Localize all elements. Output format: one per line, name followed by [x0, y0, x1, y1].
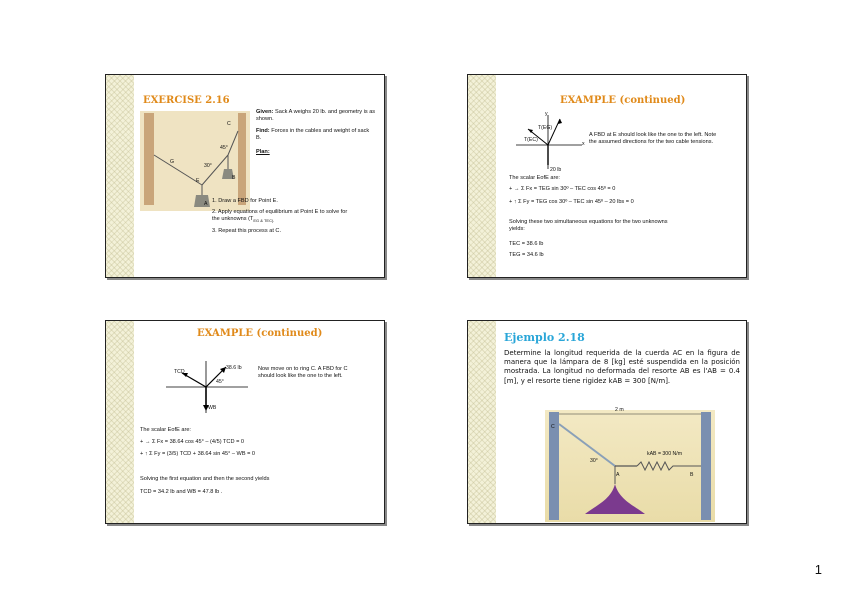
find-text: Forces in the cables and weight of sack B.: [256, 128, 370, 142]
slide-title: EXAMPLE (continued): [560, 95, 686, 106]
step-2-text: 2. Apply equations of equilibrium at Point E to solve for the unknowns (T: [212, 209, 348, 223]
result-tec: TEC = 38.6 lb: [509, 241, 544, 247]
slide-example-continued-2: [105, 320, 385, 524]
find-label: Find:: [256, 128, 270, 134]
solve-note: Solving these two simultaneous equations for the two unknowns yields:: [509, 219, 668, 233]
slide-example-continued-1: [467, 74, 747, 278]
lamp-label-c: C: [551, 424, 555, 430]
lamp-dim-label: 2 m: [615, 407, 624, 413]
move-note: Now move on to ring C. A FBD for C should look like the one to the left.: [258, 366, 348, 380]
step-2: [212, 209, 352, 225]
plan-row: [256, 149, 270, 156]
fig-label-a: A: [204, 201, 208, 207]
fig-label-g: G: [170, 159, 175, 165]
fbd-label-force: 38.6 lb: [226, 365, 242, 371]
step-1: 1. Draw a FBD for Point E.: [212, 198, 278, 204]
fbd-label-tec: T(EC): [524, 137, 538, 143]
step-2-end: EC).: [266, 218, 275, 224]
fbd-label-teg: T(EG): [538, 125, 553, 131]
slide-stripe: [106, 321, 134, 523]
result-teg: TEG = 34.6 lb: [509, 252, 544, 258]
lamp-label-b: B: [690, 472, 694, 478]
step-3: 3. Repeat this process at C.: [212, 228, 282, 234]
lamp-k-label: kAB = 300 N/m: [647, 451, 683, 457]
given-row: [256, 109, 376, 124]
scalar-title: The scalar EofE are:: [140, 427, 191, 433]
given-text: Sack A weighs 20 lb. and geometry is as shown.: [256, 109, 376, 123]
slide-exercise-2-16: [105, 74, 385, 278]
equation-fy: + ↑ Σ Fy = TEG cos 30º – TEC sin 45º – 20 lbs = 0: [509, 199, 634, 205]
fbd-label-y: y: [545, 111, 548, 117]
slide-stripe: [106, 75, 134, 277]
fig-label-e: E: [196, 178, 200, 184]
slide-stripe: [468, 321, 496, 523]
step-2-sub: EG & T: [253, 218, 267, 224]
fig-angle-45: 45°: [220, 145, 228, 151]
equation-fy: + ↑ Σ Fy = (3/5) TCD + 38.64 sin 45° – WB = 0: [140, 451, 256, 457]
lamp-label-a: A: [616, 472, 620, 478]
fbd-label-45: 45°: [216, 379, 224, 385]
slide-stripe: [468, 75, 496, 277]
given-label: Given:: [256, 109, 274, 115]
fbd-label-weight: 20 lb: [550, 167, 562, 173]
fig-label-c: C: [227, 121, 231, 127]
page-number: 1: [814, 562, 822, 577]
equation-fx: + → Σ Fx = 38.64 cos 45° – (4/5) TCD = 0: [140, 439, 244, 445]
scalar-title: The scalar EofE are:: [509, 175, 560, 181]
fig-label-b: B: [232, 175, 236, 181]
plan-label: Plan:: [256, 149, 270, 155]
fbd-label-tcd: TCD: [174, 369, 185, 375]
fbd-label-x: x: [582, 141, 585, 147]
result: TCD = 34.2 lb and WB = 47.8 lb .: [140, 489, 223, 495]
slide-title: Ejemplo 2.18: [504, 331, 585, 344]
slide-title: EXERCISE 2.16: [143, 95, 230, 106]
solve-note: Solving the first equation and then the second yields: [140, 476, 270, 482]
problem-statement: Determine la longitud requerida de la cuerda AC en la figura de manera que la lámpara de 8 [kg] esté suspendida en la posición mostrada. La longitud no deformada del resorte AB es l'AB = 0.4 [m], y el resorte tiene rigidez kAB = 300 [N/m].: [504, 349, 740, 385]
fbd-label-wb: WB: [208, 405, 217, 411]
fig-angle-30: 30°: [204, 163, 212, 169]
cable-figure: [140, 111, 250, 211]
lamp-figure: [545, 410, 715, 522]
find-row: [256, 128, 376, 143]
lamp-angle-label: 30°: [590, 458, 598, 464]
slide-title: EXAMPLE (continued): [197, 328, 323, 339]
equation-fx: + → Σ Fx = TEG sin 30º – TEC cos 45º = 0: [509, 186, 616, 192]
fbd-note: A FBD at E should look like the one to the left. Note the assumed directions for the two cable tensions.: [589, 132, 717, 146]
